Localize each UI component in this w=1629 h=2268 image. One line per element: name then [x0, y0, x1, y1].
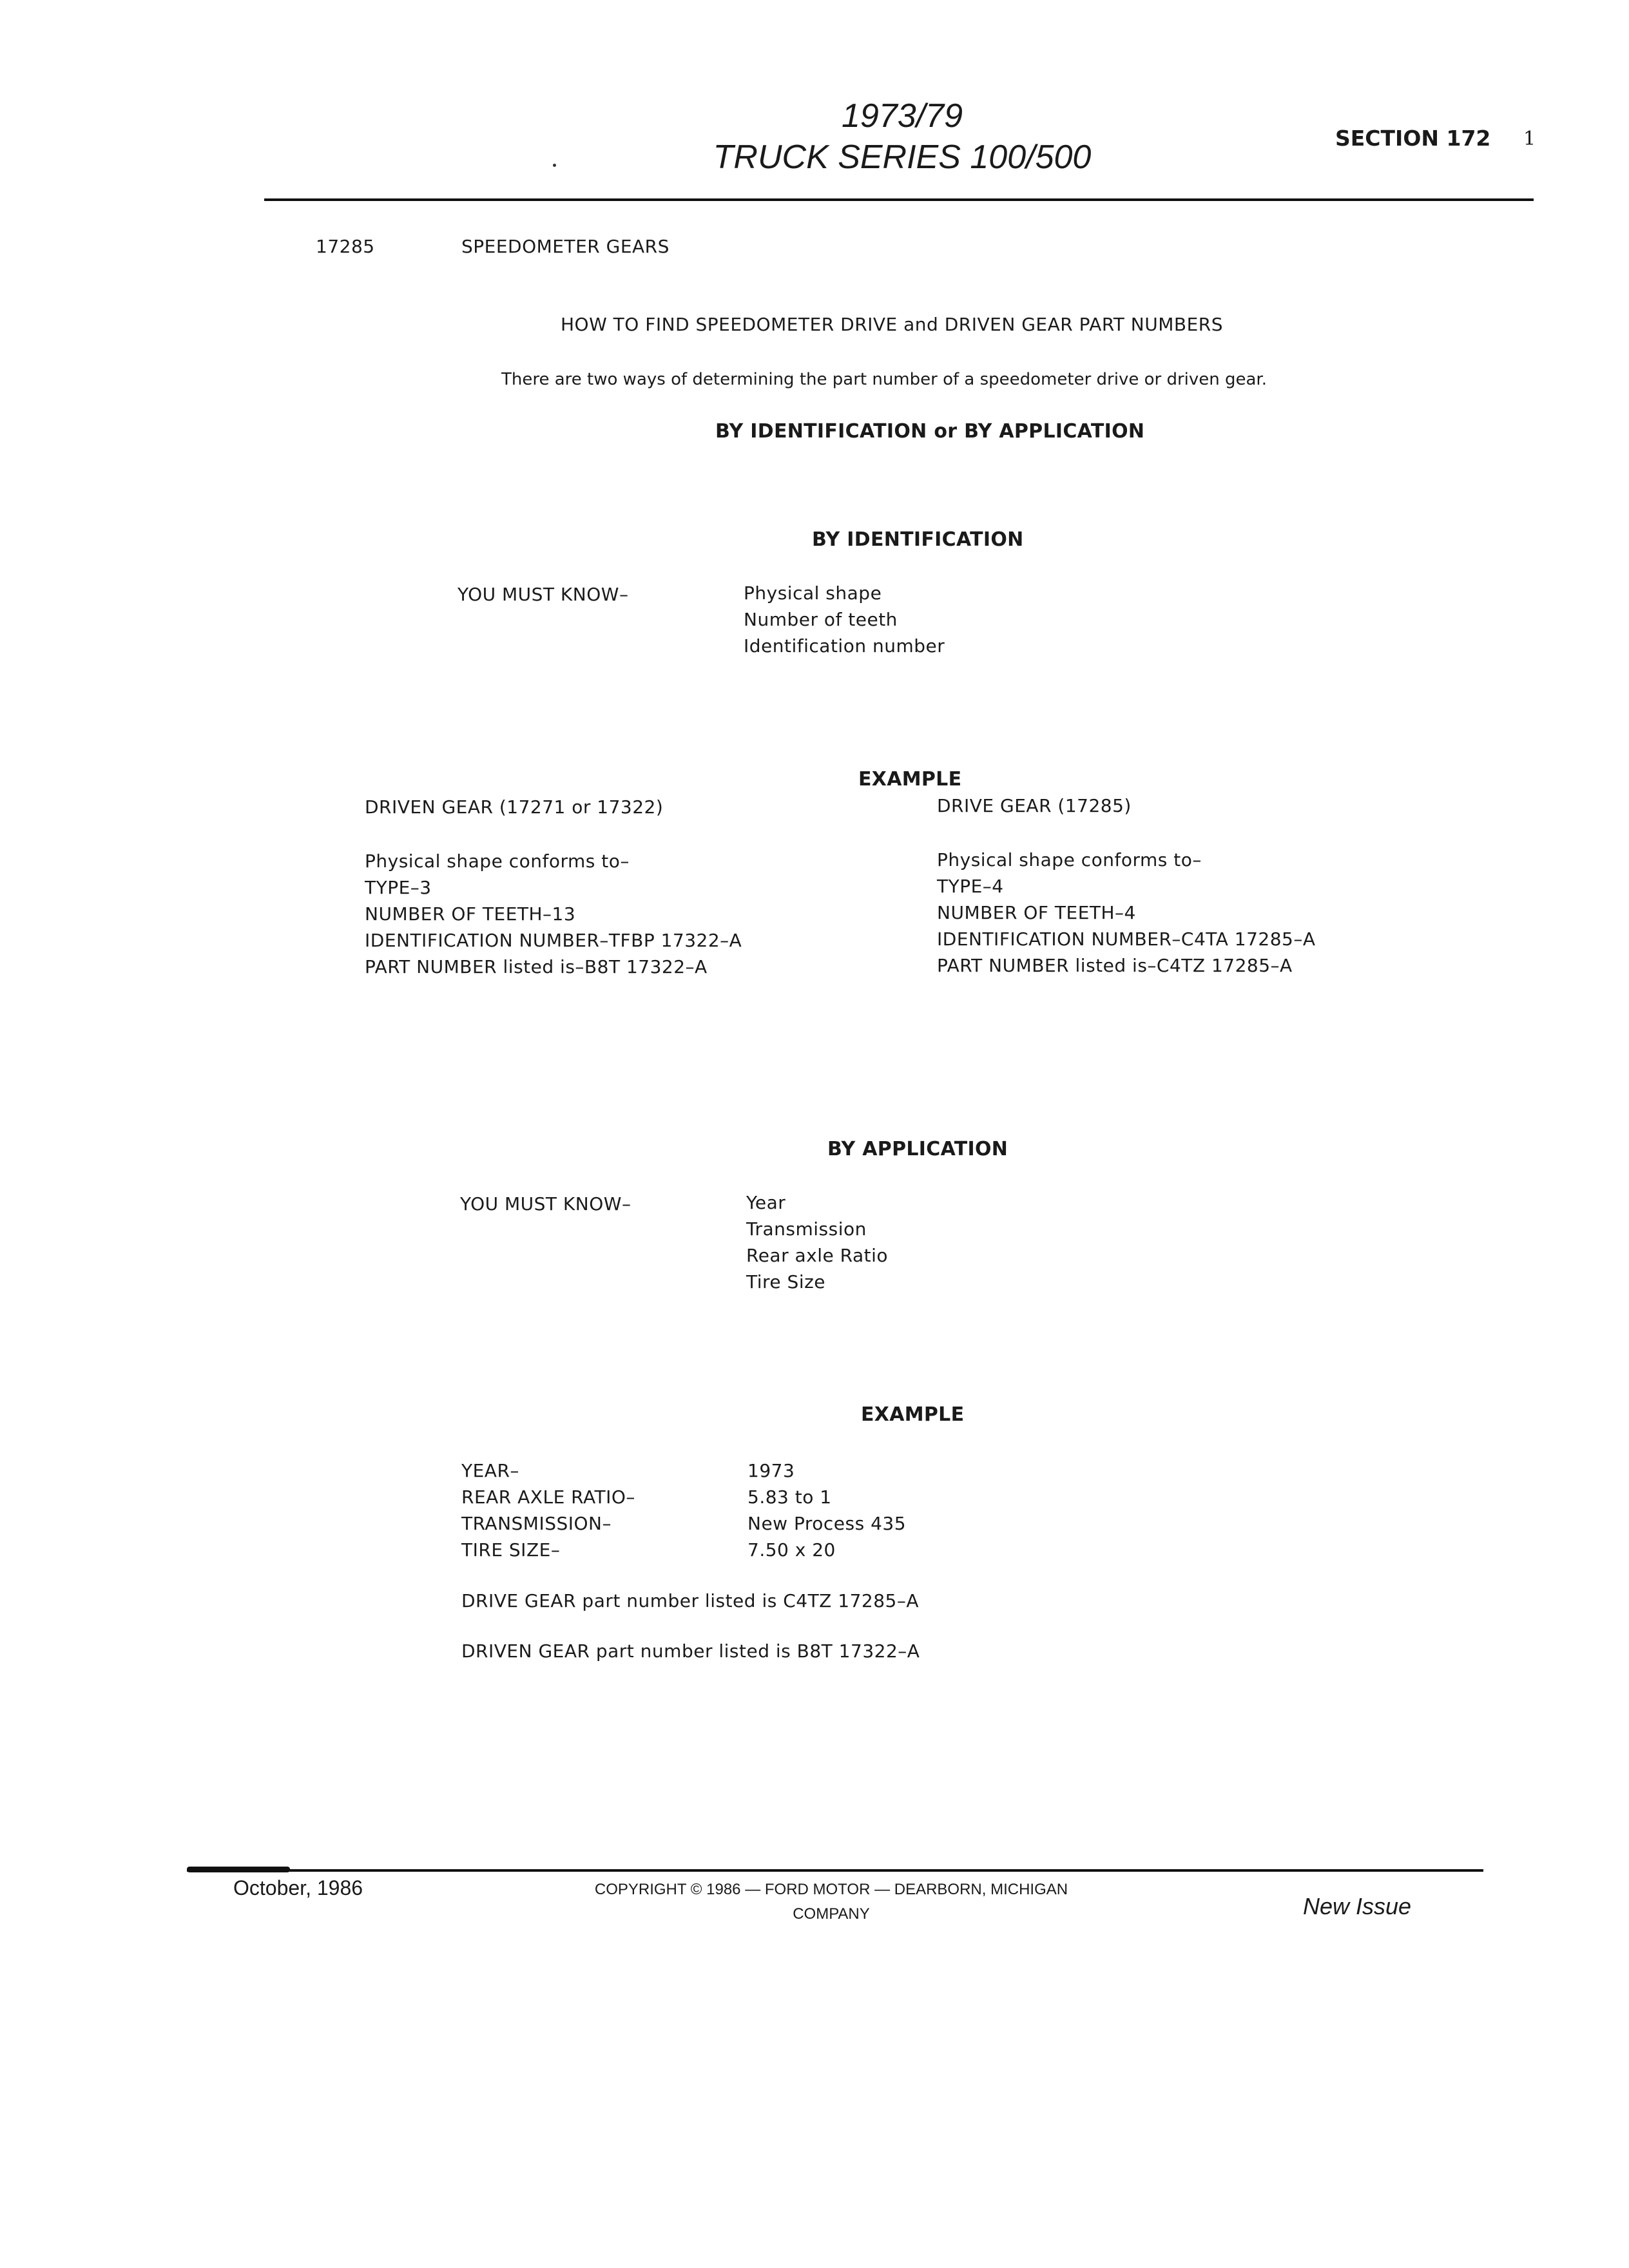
footer-copyright [554, 1878, 1108, 1927]
identification-heading: BY IDENTIFICATION [812, 528, 1024, 551]
application-must-know-label: YOU MUST KNOW– [460, 1193, 631, 1215]
list-item: Physical shape [744, 582, 882, 604]
footer-rule [187, 1869, 1483, 1872]
list-item: IDENTIFICATION NUMBER–TFBP 17322–A [365, 930, 742, 951]
example-row-value: 7.50 x 20 [747, 1539, 836, 1561]
application-heading: BY APPLICATION [827, 1138, 1008, 1160]
list-item: Rear axle Ratio [746, 1245, 889, 1266]
footer-status: New Issue [1303, 1893, 1412, 1919]
drive-gear-result: DRIVE GEAR part number listed is C4TZ 17285–A [461, 1590, 919, 1611]
application-example-labels [461, 1457, 635, 1563]
identification-must-know-list [744, 580, 945, 659]
list-item: TYPE–4 [937, 876, 1004, 897]
header-rule [264, 198, 1534, 201]
copyright-line: COMPANY [793, 1905, 870, 1923]
list-item: Physical shape conforms to– [937, 849, 1202, 870]
methods-line: BY IDENTIFICATION or BY APPLICATION [715, 420, 1145, 443]
drive-gear-details [937, 847, 1316, 979]
identification-example-label: EXAMPLE [858, 768, 962, 791]
example-row-label: TIRE SIZE– [461, 1539, 561, 1561]
driven-gear-details [365, 848, 742, 980]
drive-gear-title: DRIVE GEAR (17285) [937, 795, 1132, 816]
footer-date: October, 1986 [233, 1876, 363, 1899]
copyright-line: COPYRIGHT © 1986 — FORD MOTOR — DEARBORN, MICHIGAN [594, 1881, 1068, 1898]
example-row-value: 5.83 to 1 [747, 1486, 832, 1508]
page-number: 1 [1523, 128, 1536, 150]
driven-gear-title: DRIVEN GEAR (17271 or 17322) [365, 796, 664, 818]
list-item: PART NUMBER listed is–B8T 17322–A [365, 956, 708, 977]
title-series: TRUCK SERIES 100/500 [713, 139, 1092, 176]
speck-dot [553, 164, 556, 167]
list-item: Tire Size [746, 1271, 826, 1293]
driven-gear-result: DRIVEN GEAR part number listed is B8T 17322–A [461, 1640, 920, 1662]
identification-must-know-label: YOU MUST KNOW– [458, 584, 629, 605]
list-item: Number of teeth [744, 609, 898, 630]
application-example-label: EXAMPLE [861, 1403, 965, 1426]
list-item: Identification number [744, 635, 945, 657]
intro-text: There are two ways of determining the part number of a speedometer drive or driven gear. [501, 370, 1267, 389]
application-must-know-list [746, 1189, 888, 1295]
list-item: NUMBER OF TEETH–13 [365, 903, 576, 925]
list-item: TYPE–3 [365, 877, 432, 898]
example-row-value: New Process 435 [747, 1513, 907, 1534]
title-year-range: 1973/79 [842, 97, 963, 135]
main-heading: HOW TO FIND SPEEDOMETER DRIVE and DRIVEN GEAR PART NUMBERS [561, 314, 1223, 335]
list-item: Transmission [746, 1218, 867, 1240]
application-example-values [747, 1457, 906, 1563]
example-row-value: 1973 [747, 1460, 795, 1481]
example-row-label: TRANSMISSION– [461, 1513, 612, 1534]
list-item: Year [746, 1192, 786, 1213]
list-item: PART NUMBER listed is–C4TZ 17285–A [937, 955, 1293, 976]
example-row-label: YEAR– [461, 1460, 519, 1481]
list-item: Physical shape conforms to– [365, 850, 630, 872]
section-label: SECTION 172 [1335, 126, 1491, 151]
part-group-name: SPEEDOMETER GEARS [461, 236, 670, 257]
list-item: IDENTIFICATION NUMBER–C4TA 17285–A [937, 928, 1316, 950]
example-row-label: REAR AXLE RATIO– [461, 1486, 635, 1508]
list-item: NUMBER OF TEETH–4 [937, 902, 1136, 923]
part-group-code: 17285 [316, 236, 375, 257]
